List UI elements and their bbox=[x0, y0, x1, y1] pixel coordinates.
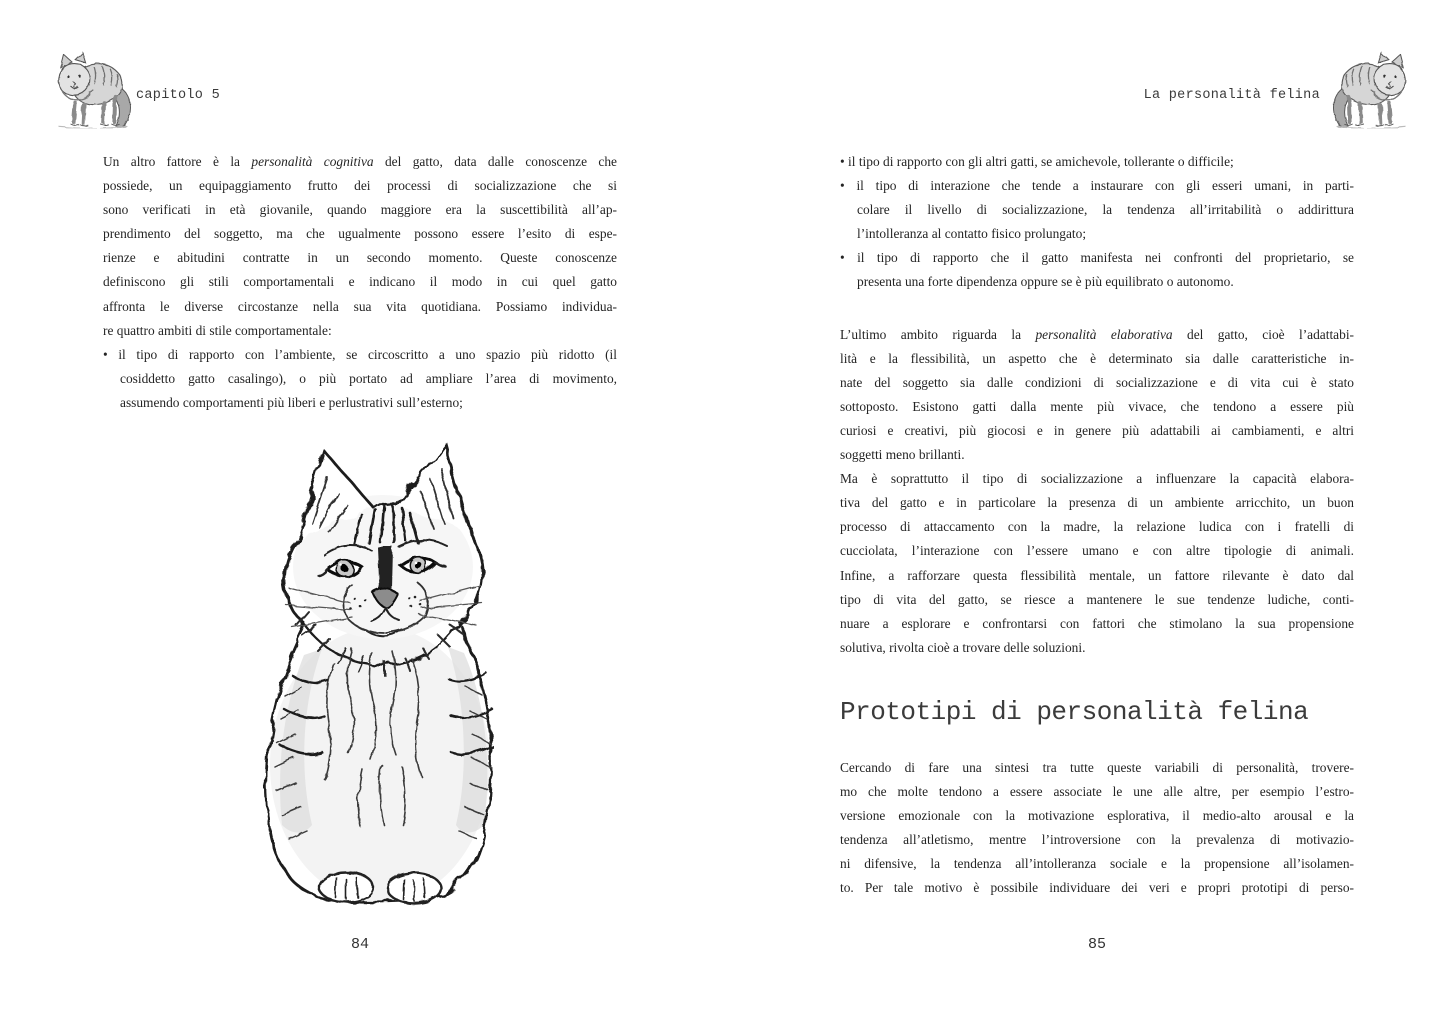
text-line: processo di attaccamento con la madre, la relazione ludica con i fratelli di bbox=[840, 519, 1354, 535]
running-header-chapter: capitolo 5 bbox=[136, 88, 221, 103]
text-line: sottoposto. Esistono gatti dalla mente più vivace, che tendono a essere più bbox=[840, 398, 1354, 414]
text-line: mo che molte tendono a essere associate le une alle altre, per esempio l’estro- bbox=[840, 783, 1354, 799]
text-line: Cercando di fare una sintesi tra tutte queste variabili di personalità, trovere- bbox=[840, 759, 1354, 775]
text-line: • il tipo di rapporto con gli altri gatti, se amichevole, tollerante o difficile; bbox=[840, 154, 1234, 169]
paragraph bbox=[840, 756, 1354, 901]
section-heading: Prototipi di personalità felina bbox=[840, 696, 1309, 727]
page-number-right: 85 bbox=[1087, 936, 1106, 953]
text-line: to. Per tale motivo è possibile individuare dei veri e propri prototipi di perso- bbox=[840, 880, 1354, 896]
text-line: Infine, a rafforzare questa flessibilità mentale, un fattore rilevante è dato dal bbox=[840, 567, 1354, 583]
text-line: affronta le diverse circostanze nella sua vita quotidiana. Possiamo individua- bbox=[103, 298, 617, 314]
paragraph bbox=[840, 467, 1354, 660]
text-line: soggetti meno brillanti. bbox=[840, 447, 965, 463]
page-number-left: 84 bbox=[350, 936, 369, 953]
text-line: cosiddetto gatto casalingo), o più portato ad ampliare l’area di movimento, bbox=[120, 370, 617, 386]
text-line: • il tipo di rapporto con l’ambiente, se circoscritto a uno spazio più ridotto (il bbox=[103, 346, 617, 362]
text-line: rienze e abitudini contratte in un secondo momento. Queste conoscenze bbox=[103, 250, 617, 266]
text-line: prendimento del soggetto, ma che ugualmente possono essere l’esito di espe- bbox=[103, 226, 617, 242]
text-line: Un altro fattore è la personalità cognitiva del gatto, data dalle conoscenze che bbox=[103, 154, 617, 169]
text-line: cucciolata, l’interazione con l’essere umano e con altre tipologie di animali. bbox=[840, 543, 1354, 559]
text-line: re quattro ambiti di stile comportamentale: bbox=[103, 322, 332, 338]
text-line: Ma è soprattutto il tipo di socializzazione a influenzare la capacità elabora- bbox=[840, 471, 1354, 487]
text-line: colare il livello di socializzazione, la tendenza all’irritabilità o addirittura bbox=[857, 202, 1354, 218]
text-line: • il tipo di rapporto che il gatto manifesta nei confronti del proprietario, se bbox=[840, 250, 1354, 266]
text-line: definiscono gli stili comportamentali e indicano il modo in cui quel gatto bbox=[103, 274, 617, 290]
text-line: L’ultimo ambito riguarda la personalità elaborativa del gatto, cioè l’adattabi- bbox=[840, 326, 1354, 342]
paragraph bbox=[103, 150, 617, 343]
text-line: nuare a esplorare e confrontarsi con fattori che stimolano la sua propensione bbox=[840, 615, 1354, 631]
chapter-cat-icon bbox=[48, 48, 136, 132]
text-line: curiosi e creativi, più giocosi e in genere più adattabili ai cambiamenti, e altri bbox=[840, 422, 1354, 438]
right-page-text bbox=[840, 150, 1354, 900]
bullet-item bbox=[840, 150, 1354, 174]
header-cat-icon bbox=[1328, 48, 1416, 132]
text-line: versione emozionale con la motivazione esplorativa, il medio-alto arousal e la bbox=[840, 808, 1354, 824]
text-line: nate del soggetto sia dalle condizioni di socializzazione e di vita cui è stato bbox=[840, 374, 1354, 390]
text-line: possiede, un equipaggiamento frutto dei processi di socializzazione che si bbox=[103, 178, 617, 194]
text-line: tipo di vita del gatto, se riesce a mantenere le sue tendenze ludiche, conti- bbox=[840, 591, 1354, 607]
text-line: solutiva, rivolta cioè a trovare delle soluzioni. bbox=[840, 639, 1086, 655]
text-line: tiva del gatto e in particolare la presenza di un ambiente arricchito, un buon bbox=[840, 495, 1354, 511]
paragraph bbox=[840, 323, 1354, 468]
text-line: assumendo comportamenti più liberi e perlustrativi sull’esterno; bbox=[120, 394, 463, 410]
bullet-item bbox=[840, 174, 1354, 246]
text-line: l’intolleranza al contatto fisico prolungato; bbox=[857, 226, 1087, 242]
kitten-illustration bbox=[234, 434, 494, 906]
running-header-title: La personalità felina bbox=[1143, 88, 1320, 103]
text-line: tendenza all’atletismo, mentre l’introversione con la prevalenza di motivazio- bbox=[840, 832, 1354, 848]
bullet-item bbox=[840, 246, 1354, 294]
text-line: ni difensive, la tendenza all’intolleranza sociale e la propensione all’isolamen- bbox=[840, 856, 1354, 872]
text-line: sono verificati in età giovanile, quando maggiore era la suscettibilità all’ap- bbox=[103, 202, 617, 218]
bullet-item bbox=[103, 343, 617, 415]
text-line: lità e la flessibilità, un aspetto che è determinato sia dalle caratteristiche in- bbox=[840, 350, 1354, 366]
text-line: • il tipo di interazione che tende a instaurare con gli esseri umani, in parti- bbox=[840, 178, 1354, 194]
page-left bbox=[0, 0, 722, 1018]
text-line: presenta una forte dipendenza oppure se è più equilibrato o autonomo. bbox=[857, 274, 1234, 290]
left-page-text bbox=[103, 150, 617, 415]
page-right bbox=[722, 0, 1445, 1018]
